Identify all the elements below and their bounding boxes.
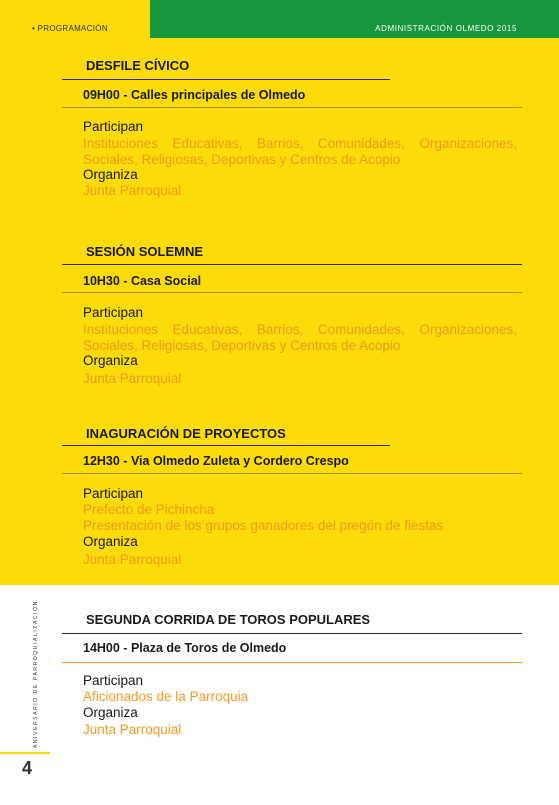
participan-label: Participan (83, 119, 144, 134)
header-right-bar (150, 0, 559, 38)
participan-label: Participan (83, 673, 144, 688)
participan-label: Participan (83, 486, 144, 501)
vertical-side-text: ANIVERSARIO DE PARROQUIALIZACIÓN (33, 600, 39, 748)
participan-label: Participan (83, 305, 144, 320)
organizer: Junta Parroquial (83, 552, 182, 567)
event-title: INAGURACIÓN DE PROYECTOS (86, 426, 286, 441)
divider (62, 473, 522, 474)
publisher-label: ADMINISTRACIÓN OLMEDO 2015 (375, 24, 517, 33)
divider (62, 79, 390, 80)
page-number: 4 (22, 758, 33, 778)
participant-line: Sociales, Religiosas, Deportivas y Centros de Acopio (83, 338, 401, 353)
event-time-place: 14H00 - Plaza de Toros de Olmedo (83, 641, 287, 655)
event-title: SEGUNDA CORRIDA DE TOROS POPULARES (86, 612, 371, 627)
header-left-bar (0, 0, 150, 38)
organiza-label: Organiza (83, 705, 138, 720)
organizer: Junta Parroquial (83, 371, 182, 386)
participant-line: Sociales, Religiosas, Deportivas y Centros de Acopio (83, 152, 401, 167)
page-number-bar (0, 752, 50, 754)
section-label: • PROGRAMACIÓN (32, 24, 108, 33)
event-time-place: 12H30 - Via Olmedo Zuleta y Cordero Crespo (83, 454, 349, 468)
participant-line: Prefecto de Pichincha (83, 502, 215, 517)
divider (62, 107, 522, 108)
organiza-label: Organiza (83, 167, 138, 182)
participant-line: Aficionados de la Parroquia (83, 689, 249, 704)
event-time-place: 09H00 - Calles principales de Olmedo (83, 88, 306, 102)
divider (62, 662, 522, 663)
participant-line: Instituciones Educativas, Barrios, Comunidades, Organizaciones, (83, 322, 517, 337)
participant-line: Instituciones Educativas, Barrios, Comunidades, Organizaciones, (83, 136, 517, 151)
organizer: Junta Parroquial (83, 722, 182, 737)
divider (62, 633, 522, 634)
event-title: SESIÓN SOLEMNE (86, 244, 204, 259)
divider (62, 292, 522, 293)
divider (62, 264, 522, 265)
organiza-label: Organiza (83, 353, 138, 368)
event-title: DESFILE CÍVICO (86, 58, 190, 73)
participant-line: Presentación de los grupos ganadores del pregón de fiestas (83, 518, 444, 533)
organiza-label: Organiza (83, 534, 138, 549)
event-time-place: 10H30 - Casa Social (83, 274, 202, 288)
organizer: Junta Parroquial (83, 183, 182, 198)
divider (62, 445, 390, 446)
